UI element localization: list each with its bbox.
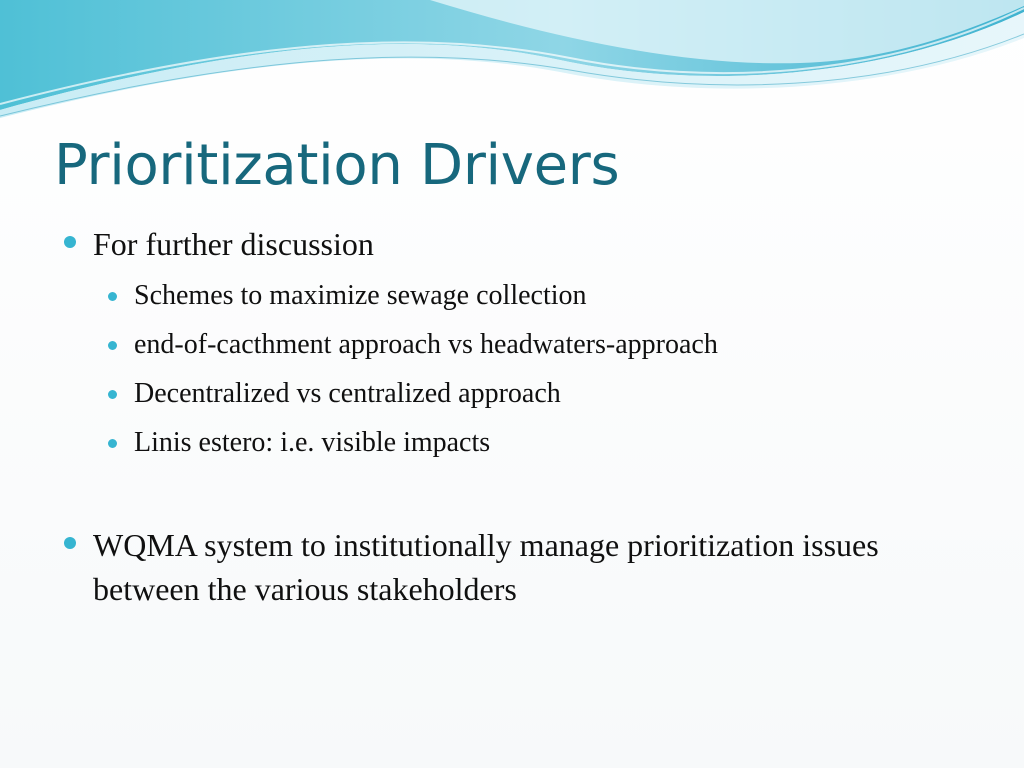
bullet-dot-icon <box>108 439 117 448</box>
sub-bullet-text: Linis estero: i.e. visible impacts <box>134 427 491 458</box>
bullet-item <box>60 523 980 611</box>
bullet-dot-icon <box>108 390 117 399</box>
slide-title: Prioritization Drivers <box>54 133 620 198</box>
sub-bullet-item <box>107 418 980 467</box>
bullet-dot-icon <box>64 236 76 248</box>
spacer <box>60 467 980 523</box>
sub-bullet-item <box>107 271 980 320</box>
slide-body <box>60 222 980 611</box>
sub-bullet-text: end-of-cacthment approach vs headwaters-approach <box>134 329 718 360</box>
bullet-dot-icon <box>108 341 117 350</box>
sub-bullet-list <box>60 271 980 467</box>
bullet-text: For further discussion <box>93 226 374 262</box>
bullet-item <box>60 222 980 266</box>
sub-bullet-item <box>107 320 980 369</box>
sub-bullet-text: Schemes to maximize sewage collection <box>134 280 587 311</box>
sub-bullet-text: Decentralized vs centralized approach <box>134 378 561 409</box>
sub-bullet-item <box>107 369 980 418</box>
bullet-text: WQMA system to institutionally manage prioritization issues between the various stakeholders <box>93 527 879 607</box>
bullet-dot-icon <box>108 292 117 301</box>
wave-header-decoration <box>0 0 1024 130</box>
bullet-dot-icon <box>64 537 76 549</box>
